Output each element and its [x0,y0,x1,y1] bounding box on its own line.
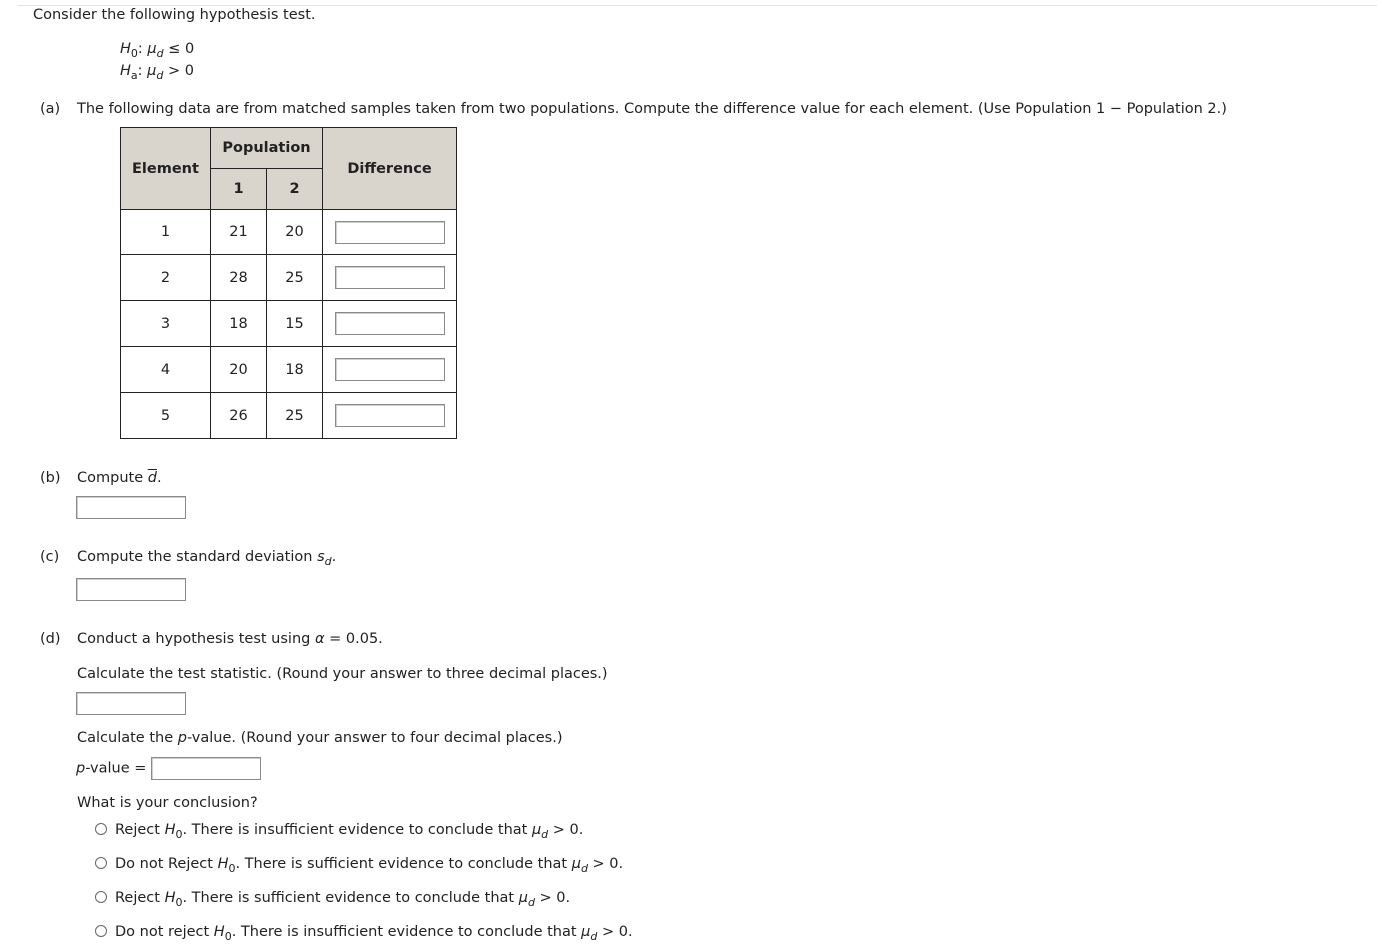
element-cell: 5 [121,393,211,439]
part-c-text: Compute the standard deviation $s_d$. [77,549,337,568]
radio-button[interactable] [95,925,107,937]
difference-input[interactable] [335,358,445,381]
conclusion-option-1[interactable]: Reject $H_0$. There is insufficient evidence to conclude that $\mu_d > 0$. [95,822,583,838]
alternative-hypothesis: $H_a$: $\mu_d > 0$ [120,63,194,82]
difference-input[interactable] [335,312,445,335]
difference-input[interactable] [335,404,445,427]
header-population-2: 2 [267,169,323,210]
conclusion-option-2[interactable]: Do not Reject $H_0$. There is sufficient evidence to conclude that $\mu_d > 0$. [95,856,623,872]
sd-symbol: s [317,549,325,565]
difference-cell [323,255,457,301]
null-hypothesis: $H_0$: $\mu_d \le 0$ [120,41,195,60]
header-element: Element [121,128,211,210]
element-cell: 2 [121,255,211,301]
population-2-cell: 25 [267,255,323,301]
table-row [121,255,457,301]
difference-input[interactable] [335,221,445,244]
p-value-input[interactable] [151,757,261,780]
population-1-cell: 21 [211,210,267,255]
table-row [121,301,457,347]
part-a-label: (a) [40,101,61,117]
top-divider [18,5,1377,6]
part-b-text: Compute $\overline{d}$. [77,470,162,486]
p-value-prompt: Calculate the p-value. (Round your answer to four decimal places.) [77,730,563,746]
part-d-text: Conduct a hypothesis test using α = 0.05. [77,631,383,647]
population-1-cell: 18 [211,301,267,347]
population-1-cell: 26 [211,393,267,439]
p-value-label: p [76,760,86,777]
intro-text: Consider the following hypothesis test. [33,7,316,23]
part-a-text: The following data are from matched samples taken from two populations. Compute the difference value for each element. (Use Population 1 − Population 2.) [77,101,1227,117]
header-population: Population [211,128,323,169]
table-row [121,393,457,439]
table-row [121,210,457,255]
radio-button[interactable] [95,891,107,903]
population-2-cell: 15 [267,301,323,347]
part-b-label: (b) [40,470,61,486]
conclusion-option-3[interactable]: Reject $H_0$. There is sufficient evidence to conclude that $\mu_d > 0$. [95,890,570,906]
population-2-cell: 20 [267,210,323,255]
header-difference: Difference [323,128,457,210]
element-cell: 3 [121,301,211,347]
difference-cell [323,347,457,393]
difference-cell [323,301,457,347]
table-row [121,347,457,393]
p-value-row: p-value = [76,757,261,780]
part-c-label: (c) [40,549,60,565]
std-dev-input[interactable] [76,578,186,601]
radio-button[interactable] [95,857,107,869]
conclusion-option-4[interactable]: Do not reject $H_0$. There is insufficient evidence to conclude that $\mu_d > 0$. [95,924,633,940]
matched-samples-table [120,127,457,439]
population-1-cell: 28 [211,255,267,301]
header-population-1: 1 [211,169,267,210]
test-statistic-prompt: Calculate the test statistic. (Round your answer to three decimal places.) [77,666,608,682]
d-bar-symbol: $\overline{d}$ [147,470,157,486]
difference-input[interactable] [335,266,445,289]
radio-button[interactable] [95,823,107,835]
difference-cell [323,210,457,255]
test-statistic-input[interactable] [76,692,186,715]
alpha-symbol: α [314,631,325,647]
conclusion-prompt: What is your conclusion? [77,795,258,811]
element-cell: 1 [121,210,211,255]
difference-cell [323,393,457,439]
population-1-cell: 20 [211,347,267,393]
d-bar-input[interactable] [76,496,186,519]
element-cell: 4 [121,347,211,393]
population-2-cell: 18 [267,347,323,393]
population-2-cell: 25 [267,393,323,439]
part-d-label: (d) [40,631,61,647]
